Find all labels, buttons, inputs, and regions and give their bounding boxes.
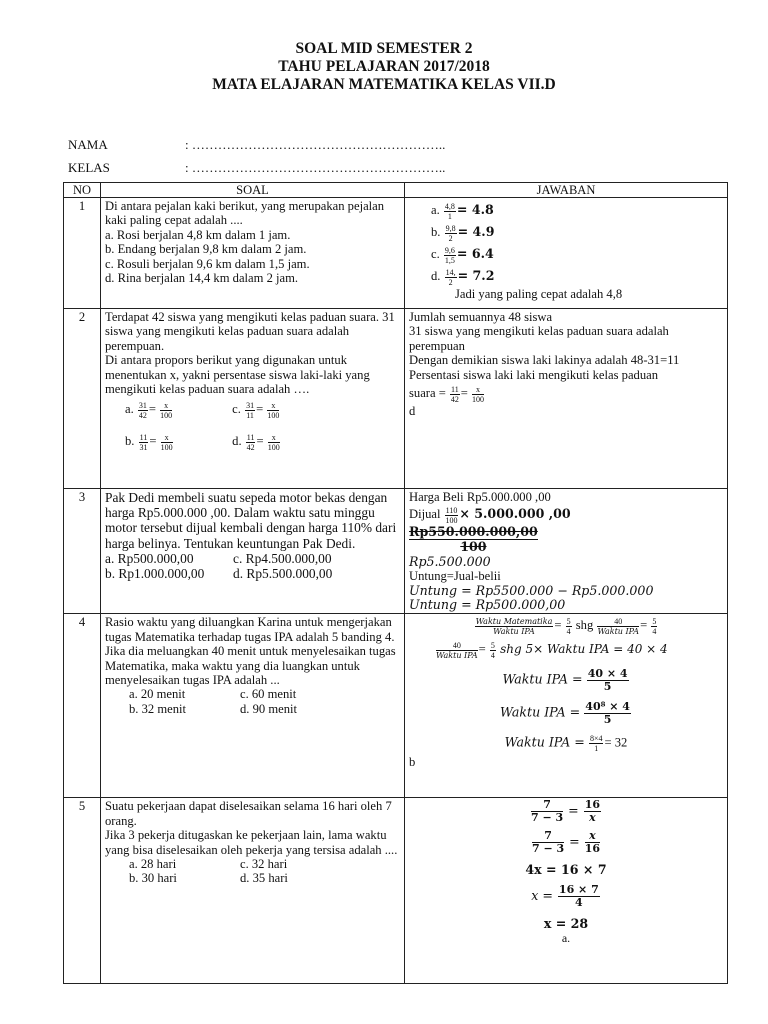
question-text: Suatu pekerjaan dapat diselesaikan selama 16 hari oleh 7 orang. xyxy=(105,799,392,828)
question-text: Terdapat 42 siswa yang mengikuti kelas paduan suara. 31 siswa yang mengikuti kelas paduan suara adalah perempuan. xyxy=(105,310,395,353)
col-no: NO xyxy=(64,183,101,198)
answer-3 xyxy=(405,489,728,614)
table-row xyxy=(64,309,728,489)
answer-step: $\frac{\text{Waktu Matematika}}{\text{Waktu IPA}}$ = $\frac{5}{4}$ shg $\frac{40}{\text{Waktu IPA}}$ = $\frac{5}{4}$ xyxy=(475,617,657,637)
answer-step: x = $\frac{16 \times 7}{4}$ xyxy=(531,882,599,909)
table-row xyxy=(64,798,728,984)
row-number: 2 xyxy=(64,309,101,489)
answer-b: b. $\frac{9,8}{2}$ = 4.9 xyxy=(431,223,495,243)
answer-key: d xyxy=(409,404,416,419)
question-5 xyxy=(101,798,405,984)
question-text: Rasio waktu yang diluangkan Karina untuk mengerjakan tugas Matematika terhadap tugas IPA adalah 5 banding 4. Jika dia meluangkan 40 menit untuk menyelesaikan tugas Matematika, maka waktu yang dia luangkan untuk menyelesaikan tugas IPA adalah ... xyxy=(105,615,396,688)
class-field[interactable]: : ………………………………………………….. xyxy=(185,160,446,175)
answer-step: $\frac{40}{\text{Waktu IPA}}$ = $\frac{5}{4}$ shg 5× Waktu IPA = 40 × 4 xyxy=(436,640,668,660)
answer-key: a. xyxy=(561,931,571,946)
answer-text: Untung=Jual-belii xyxy=(409,569,501,584)
answer-fraction: $\frac{Rp550.000.000,00}{100}$ xyxy=(409,524,538,555)
table-header xyxy=(64,183,728,198)
title-line-1: SOAL MID SEMESTER 2 xyxy=(295,40,473,57)
option-row: a. 20 menit c. 60 menit xyxy=(129,687,297,702)
option-row: b. Rp1.000.000,00 d. Rp5.500.000,00 xyxy=(105,566,333,582)
option-a: a. Rosi berjalan 4,8 km dalam 1 jam. xyxy=(105,227,291,242)
question-4 xyxy=(101,614,405,798)
col-soal: SOAL xyxy=(101,183,405,198)
option-d: d. Rina berjalan 14,4 km dalam 2 jam. xyxy=(105,271,299,286)
question-2 xyxy=(101,309,405,489)
name-field[interactable]: : ………………………………………………….. xyxy=(185,137,446,152)
table-row xyxy=(64,489,728,614)
answer-text: 31 siswa yang mengikuti kelas paduan suara adalah perempuan xyxy=(409,324,669,353)
question-1 xyxy=(101,198,405,309)
answer-step: $\frac{7}{7 - 3}$ = $\frac{16}{x}$ xyxy=(530,798,601,825)
question-text: Di antara pejalan kaki berikut, yang merupakan pejalan kaki paling cepat adalah .... xyxy=(105,199,385,228)
answer-text: Jumlah semuannya 48 siswa xyxy=(409,310,553,324)
answer-step: Dijual $\frac{110}{100}$ × 5.000.000 ,00 xyxy=(409,506,571,526)
answer-step: Waktu IPA = $\frac{8\times 4}{1}$ = 32 xyxy=(504,734,628,754)
class-label: KELAS xyxy=(68,160,110,175)
option-c: c. Rosuli berjalan 9,6 km dalam 1,5 jam. xyxy=(105,256,310,271)
answer-2 xyxy=(405,309,728,489)
option-row: b. 32 menit d. 90 menit xyxy=(129,701,298,716)
option-row: b. 30 hari d. 35 hari xyxy=(129,871,288,886)
answer-c: c. $\frac{9,6}{1,5}$ = 6.4 xyxy=(431,245,494,265)
answer-result: Rp5.500.000 xyxy=(409,553,491,569)
answer-text: Dengan demikian siswa laki lakinya adalah 48-31=11 xyxy=(409,353,680,368)
name-label: NAMA xyxy=(68,137,108,152)
question-table xyxy=(63,182,728,984)
answer-text: Persentasi siswa laki laki mengikuti kelas paduan xyxy=(409,367,659,382)
answer-key: b xyxy=(409,755,416,770)
answer-4 xyxy=(405,614,728,798)
option-row: a. $\frac{31}{42}$ = $\frac{x}{100}$ c. $\frac{31}{11}$ = $\frac{x}{100}$ xyxy=(125,401,280,421)
title-line-2: TAHU PELAJARAN 2017/2018 xyxy=(278,58,490,75)
answer-step: Waktu IPA = $\frac{40 \times 4}{5}$ xyxy=(502,667,628,694)
table-row xyxy=(64,614,728,798)
question-3 xyxy=(101,489,405,614)
answer-conclusion: Jadi yang paling cepat adalah 4,8 xyxy=(455,287,623,301)
answer-step: 4x = 16 × 7 xyxy=(525,862,607,878)
answer-proportion: suara = $\frac{11}{42}$ = $\frac{x}{100}$ xyxy=(409,384,484,404)
answer-step: Waktu IPA = $\frac{\text{40⁸ × 4}}{5}$ xyxy=(500,700,630,727)
option-b: b. Endang berjalan 9,8 km dalam 2 jam. xyxy=(105,242,307,257)
row-number: 4 xyxy=(64,614,101,798)
option-row: b. $\frac{11}{31}$ = $\frac{x}{100}$ d. $\frac{11}{42}$ = $\frac{x}{100}$ xyxy=(125,433,280,453)
answer-1 xyxy=(405,198,728,309)
answer-5 xyxy=(405,798,728,984)
answer-step: Untung = Rp500.000,00 xyxy=(409,597,566,613)
question-text: Di antara propors berikut yang digunakan untuk menentukan x, yakni persentase siswa laki-laki yang mengikuti kelas paduan suara adalah …. xyxy=(105,353,370,397)
row-number: 1 xyxy=(64,198,101,309)
answer-a: a. $\frac{4,8}{1}$ = 4.8 xyxy=(431,201,494,221)
title-line-3: MATA ELAJARAN MATEMATIKA KELAS VII.D xyxy=(212,76,556,93)
row-number: 5 xyxy=(64,798,101,984)
answer-d: d. $\frac{14,}{2}$ = 7.2 xyxy=(431,267,495,287)
option-row: a. Rp500.000,00 c. Rp4.500.000,00 xyxy=(105,550,332,566)
table-row xyxy=(64,198,728,309)
row-number: 3 xyxy=(64,489,101,614)
answer-text: Harga Beli Rp5.000.000 ,00 xyxy=(409,490,551,504)
answer-step: x = 28 xyxy=(543,915,589,931)
col-jawaban: JAWABAN xyxy=(405,183,728,198)
question-text: Jika 3 pekerja ditugaskan ke pekerjaan lain, lama waktu yang bisa diselesaikan oleh pekerja yang tersisa adalah .... xyxy=(105,828,398,857)
option-row: a. 28 hari c. 32 hari xyxy=(129,857,288,872)
question-text: Pak Dedi membeli suatu sepeda motor bekas dengan harga Rp5.000.000 ,00. Dalam waktu satu minggu motor tersebut dijual kembali dengan harga 110% dari harga belinya. Tentukan keuntungan Pak Dedi. xyxy=(105,490,397,551)
answer-step: $\frac{7}{7 - 3}$ = $\frac{x}{16}$ xyxy=(531,829,601,856)
answer-step: Untung = Rp5500.000 − Rp5.000.000 xyxy=(409,582,654,598)
